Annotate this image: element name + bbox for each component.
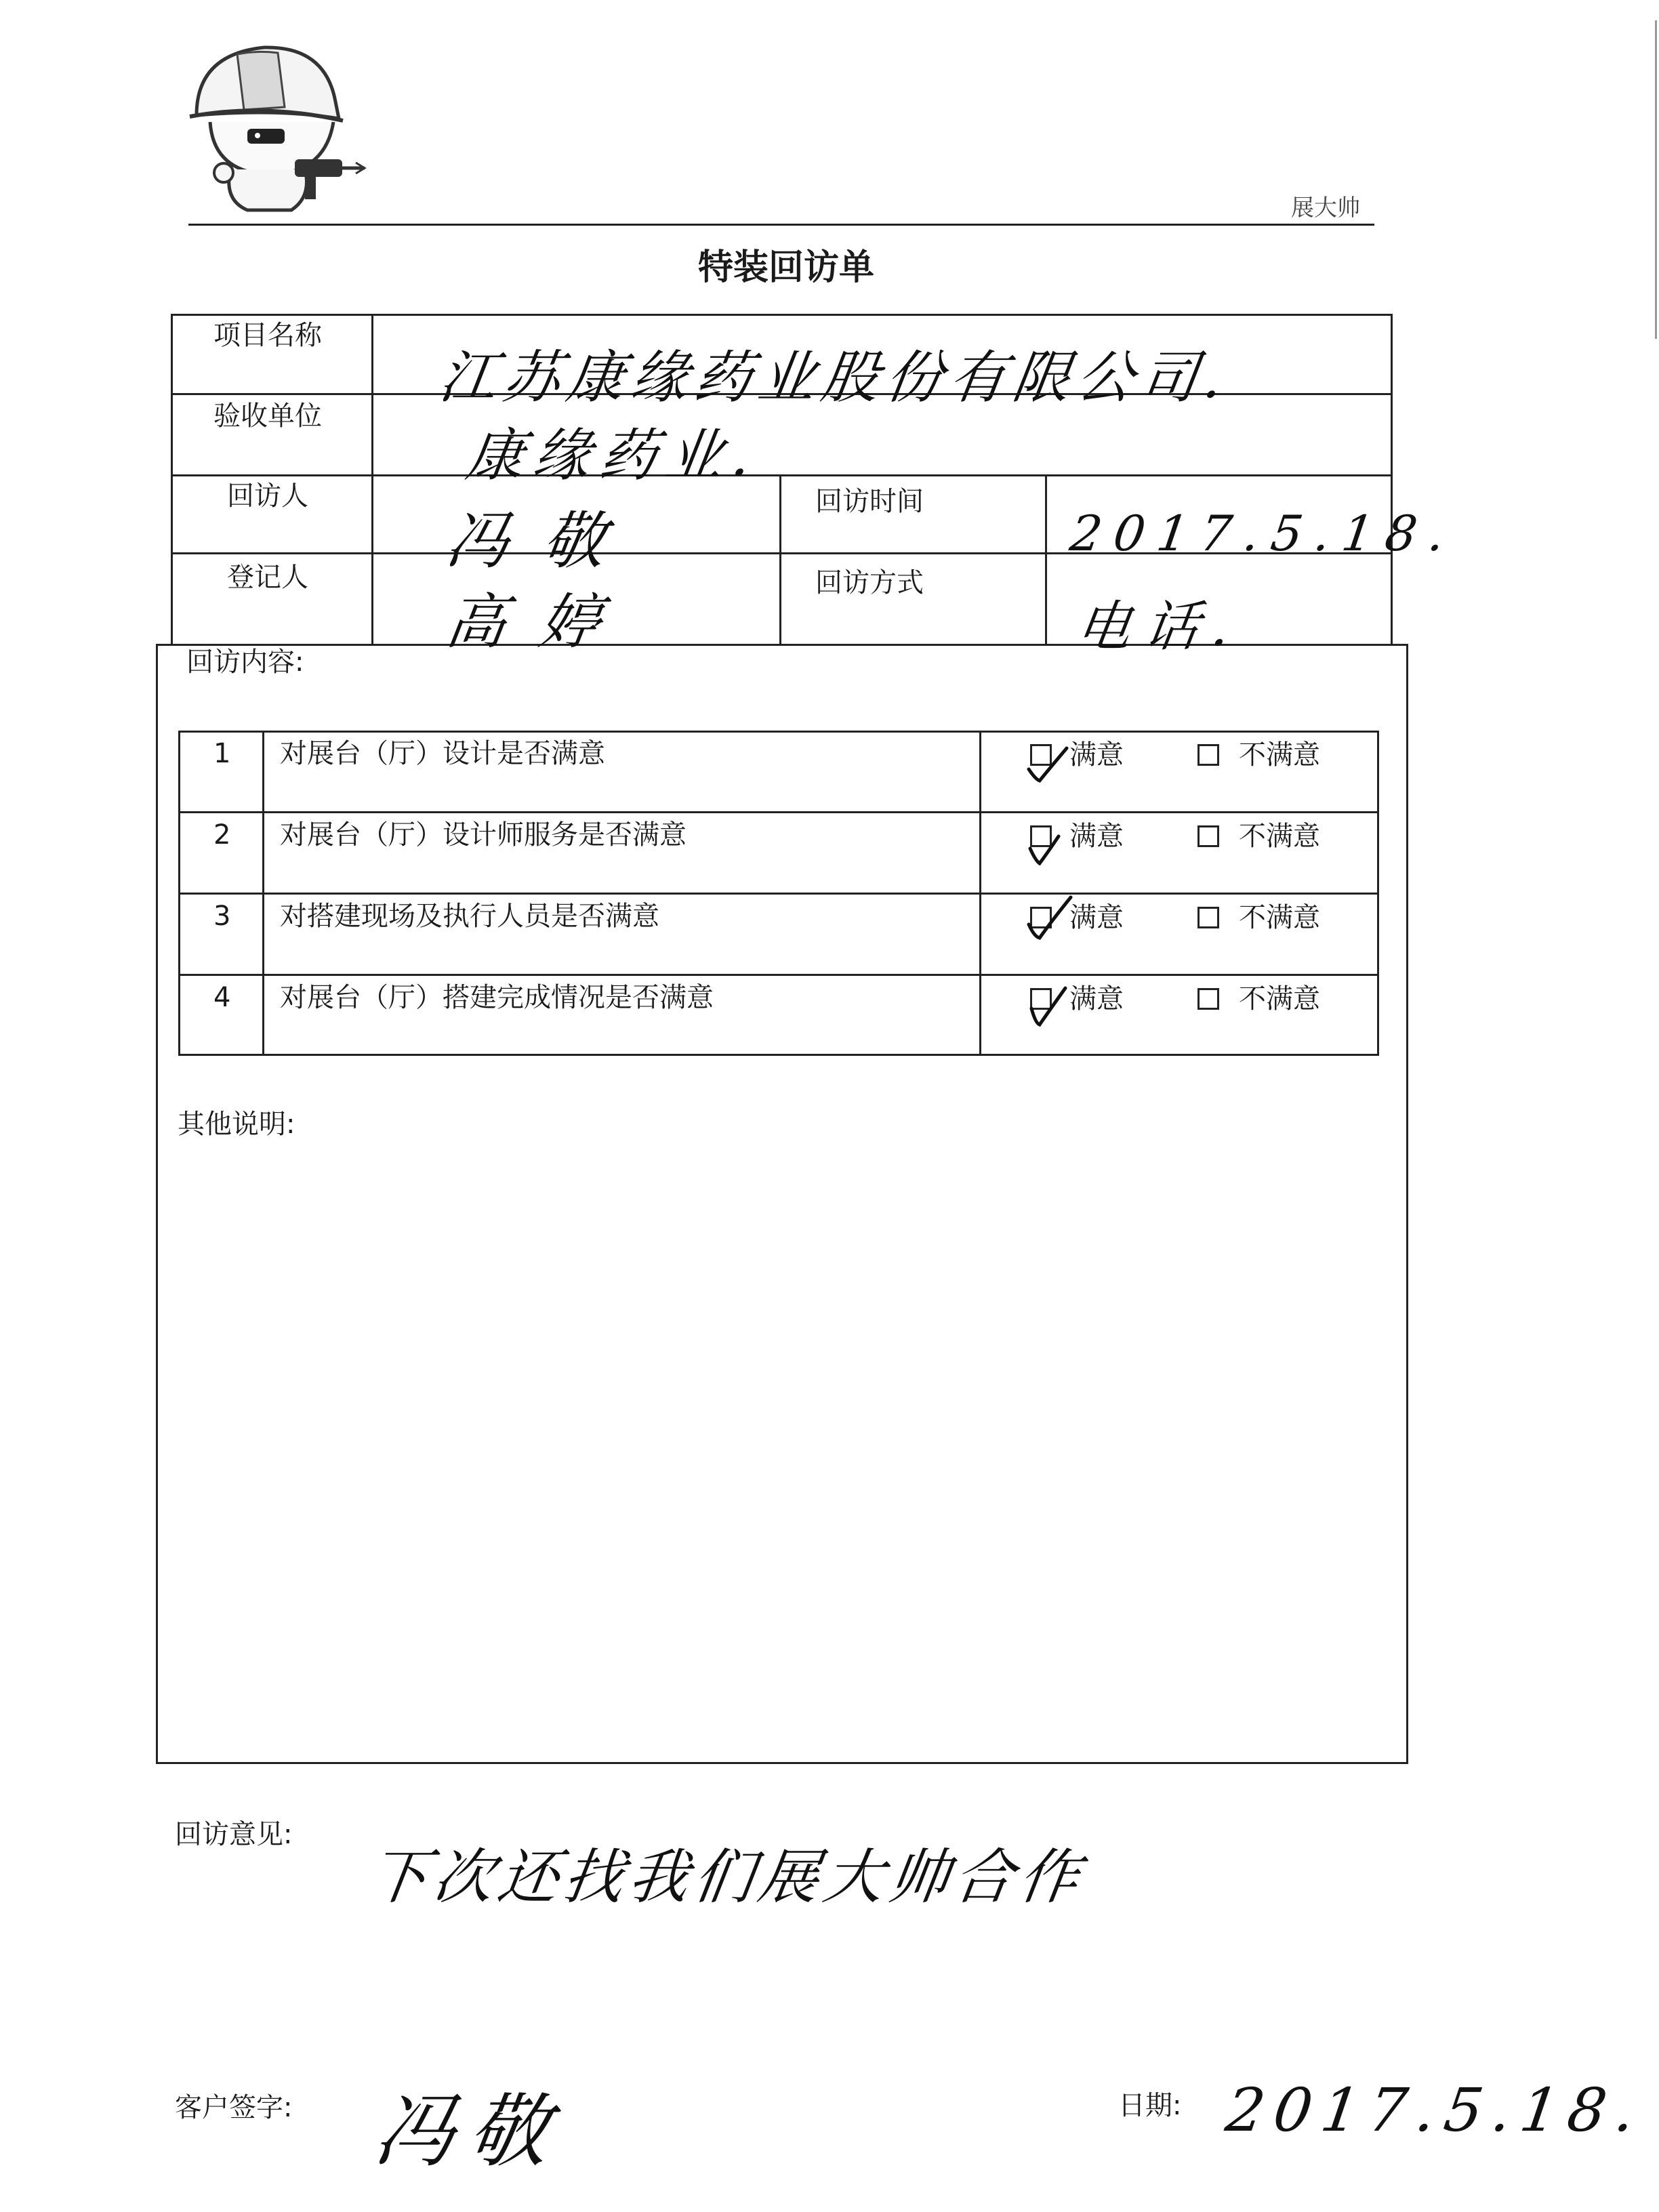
- visit-method-value: 电话.: [1072, 595, 1248, 658]
- satisfied-label: 满意: [1069, 902, 1124, 933]
- survey-item-question: 对展台（厅）设计是否满意: [280, 738, 605, 769]
- unsatisfied-checkbox[interactable]: [1197, 744, 1219, 766]
- signature-value: 冯敬: [368, 2085, 569, 2178]
- visit-method-label: 回访方式: [815, 567, 924, 598]
- feedback-value: 下次还找我们展大帅合作: [363, 1842, 1090, 1912]
- visit-time-value: 2017.5.18.: [1067, 505, 1461, 562]
- brand-name: 展大帅: [1291, 194, 1360, 222]
- project-name-value: 江苏康缘药业股份有限公司.: [435, 344, 1234, 411]
- mascot-worker-drill-icon: [183, 27, 373, 217]
- visitor-value: 冯敬: [441, 505, 644, 577]
- registrar-label: 登记人: [227, 562, 308, 593]
- unsatisfied-checkbox[interactable]: [1197, 907, 1219, 928]
- satisfied-label: 满意: [1069, 983, 1124, 1015]
- survey-item-question: 对展台（厅）设计师服务是否满意: [280, 819, 687, 851]
- survey-item-number: 1: [213, 738, 231, 769]
- check-mark-icon: [1025, 984, 1072, 1031]
- unsatisfied-label: 不满意: [1239, 902, 1320, 933]
- date-value: 2017.5.18.: [1221, 2075, 1650, 2145]
- check-mark-icon: [1025, 828, 1072, 869]
- survey-item-question: 对搭建现场及执行人员是否满意: [280, 901, 659, 932]
- form-title: 特装回访单: [698, 247, 875, 288]
- project-name-label: 项目名称: [213, 320, 322, 351]
- date-label: 日期:: [1118, 2090, 1182, 2121]
- acceptance-unit-value: 康缘药业.: [462, 422, 765, 489]
- visitor-label: 回访人: [227, 480, 308, 512]
- signature-label: 客户签字:: [175, 2092, 293, 2123]
- other-notes-label: 其他说明:: [178, 1109, 295, 1140]
- unsatisfied-label: 不满意: [1239, 983, 1320, 1015]
- unsatisfied-label: 不满意: [1239, 821, 1320, 852]
- survey-item-number: 3: [213, 901, 231, 932]
- survey-item-number: 4: [213, 982, 231, 1013]
- unsatisfied-checkbox[interactable]: [1197, 988, 1219, 1010]
- visit-time-label: 回访时间: [815, 486, 924, 517]
- check-mark-icon: [1025, 745, 1072, 786]
- registrar-value: 高婷: [441, 587, 639, 657]
- survey-item-question: 对展台（厅）搭建完成情况是否满意: [280, 982, 714, 1013]
- feedback-label: 回访意见:: [175, 1819, 293, 1850]
- binding-edge: [1655, 20, 1657, 339]
- satisfied-label: 满意: [1069, 739, 1124, 771]
- acceptance-unit-label: 验收单位: [213, 401, 322, 432]
- survey-item-number: 2: [213, 819, 231, 851]
- content-label: 回访内容:: [186, 647, 304, 678]
- satisfied-label: 满意: [1069, 821, 1124, 852]
- unsatisfied-label: 不满意: [1239, 739, 1320, 771]
- header-rule: [188, 224, 1374, 226]
- unsatisfied-checkbox[interactable]: [1197, 825, 1219, 847]
